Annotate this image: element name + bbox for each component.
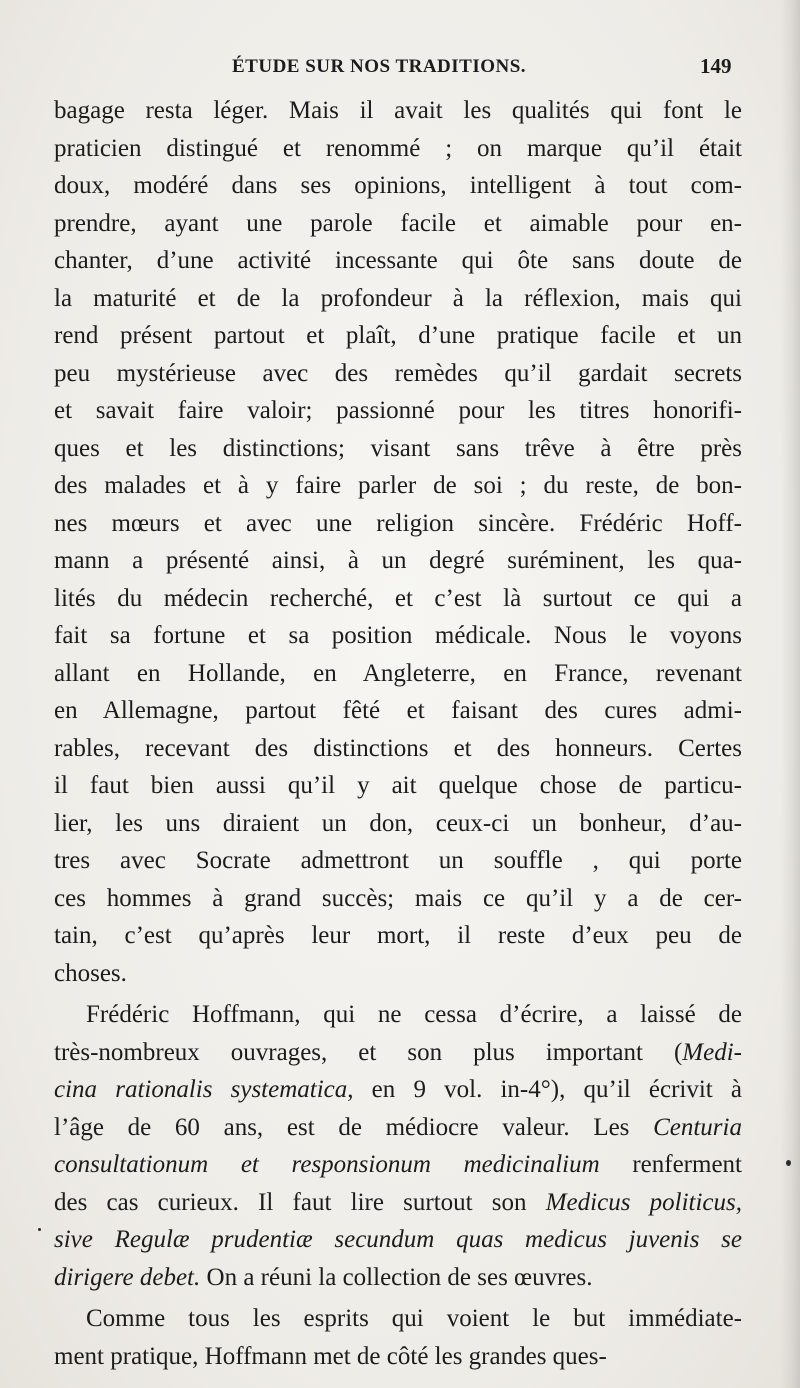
text-line: [54, 467, 742, 505]
italic-text: consultationum et responsionum medicinalium: [54, 1151, 600, 1178]
text-line: [54, 842, 742, 880]
text-run: praticien distingué et renommé ; on marque qu’il était: [54, 134, 742, 162]
text-run: il faut bien aussi qu’il y ait quelque chose de particu-: [54, 772, 742, 799]
text-line: [54, 392, 742, 430]
text-line: [54, 280, 742, 318]
text-run: l’âge de 60 ans, est de médiocre valeur. Les: [54, 1113, 654, 1141]
text-run: tres avec Socrate admettront un souffle , qui porte: [54, 847, 742, 874]
text-run: ques et les distinctions; visant sans trêve à être près: [54, 434, 742, 462]
text-line: [54, 430, 742, 468]
text-run: Frédéric Hoffmann, qui ne cessa d’écrire, a laissé de: [86, 1001, 742, 1028]
text-line: [54, 692, 742, 730]
page-header: [0, 56, 800, 86]
text-line: [54, 505, 742, 543]
text-run: lier, les uns diraient un don, ceux-ci un bonheur, d’au-: [54, 809, 742, 837]
text-run: allant en Hollande, en Angleterre, en France, revenant: [54, 659, 742, 687]
text-line: [54, 92, 742, 130]
text-line: [54, 730, 742, 768]
text-run: renferment: [599, 1151, 742, 1178]
text-line: [54, 655, 742, 693]
italic-text: sive Regulæ prudentiæ secundum quas medicus juvenis se: [54, 1226, 742, 1253]
text-run: en Allemagne, partout fêté et faisant des cures admi-: [54, 697, 742, 724]
text-line: [54, 955, 742, 993]
print-speck: [786, 1160, 791, 1166]
text-line: [54, 767, 742, 805]
text-run: nes mœurs et avec une religion sincère. Frédéric Hoff-: [54, 509, 742, 537]
text-line: [54, 880, 742, 918]
body-text: [54, 92, 742, 1375]
text-line: [54, 1259, 742, 1297]
page-edge-shadow: [780, 0, 800, 1388]
text-line: [54, 167, 742, 205]
text-run: rables, recevant des distinctions et des honneurs. Certes: [54, 734, 742, 762]
text-line: [54, 542, 742, 580]
paragraph: [54, 92, 742, 992]
italic-text: dirigere debet.: [54, 1263, 201, 1291]
italic-text: Centuria: [653, 1113, 742, 1141]
text-run: On a réuni la collection de ses œuvres.: [200, 1263, 593, 1291]
text-run: fait sa fortune et sa position médicale. Nous le voyons: [54, 622, 742, 649]
text-run: la maturité et de la profondeur à la réflexion, mais qui: [54, 284, 742, 312]
text-line: [54, 1146, 742, 1184]
text-line: [54, 805, 742, 843]
text-run: Comme tous les esprits qui voient le but immédiate-: [86, 1305, 742, 1332]
italic-text: cina rationalis systematica: [54, 1076, 348, 1103]
text-line: [54, 1300, 742, 1338]
paragraph: [54, 1300, 742, 1375]
text-line: [54, 1221, 742, 1259]
text-run: choses.: [54, 959, 127, 987]
italic-text: Medi-: [682, 1038, 742, 1066]
text-run: ces hommes à grand succès; mais ce qu’il y a de cer-: [54, 884, 742, 912]
text-run: peu mystérieuse avec des remèdes qu’il gardait secrets: [54, 359, 742, 387]
text-line: [54, 355, 742, 393]
text-run: prendre, ayant une parole facile et aimable pour en-: [54, 209, 742, 237]
text-line: [54, 1338, 742, 1376]
text-line: [54, 1071, 742, 1109]
text-run: et savait faire valoir; passionné pour les titres honorifi-: [54, 397, 742, 424]
text-line: [54, 580, 742, 618]
page-number: 149: [700, 54, 732, 78]
text-line: [54, 130, 742, 168]
paragraph: [54, 996, 742, 1296]
text-run: rend présent partout et plaît, d’une pratique facile et un: [54, 322, 742, 349]
text-run: des cas curieux. Il faut lire surtout son: [54, 1188, 546, 1216]
text-run: très-nombreux ouvrages, et son plus important (: [54, 1038, 683, 1066]
text-run: tain, c’est qu’après leur mort, il reste d’eux peu de: [54, 922, 742, 949]
text-line: [54, 996, 742, 1034]
text-line: [54, 242, 742, 280]
text-line: [54, 617, 742, 655]
italic-text: Medicus politicus,: [545, 1188, 742, 1216]
text-run: lités du médecin recherché, et c’est là surtout ce qui a: [54, 584, 742, 612]
text-run: ment pratique, Hoffmann met de côté les grandes ques-: [54, 1342, 607, 1370]
text-run: chanter, d’une activité incessante qui ôte sans doute de: [54, 247, 742, 274]
text-line: [54, 1109, 742, 1147]
text-run: doux, modéré dans ses opinions, intelligent à tout com-: [54, 172, 742, 199]
text-run: bagage resta léger. Mais il avait les qualités qui font le: [54, 97, 742, 124]
text-run: des malades et à y faire parler de soi ; du reste, de bon-: [54, 472, 742, 499]
text-line: [54, 917, 742, 955]
text-line: [54, 317, 742, 355]
text-line: [54, 205, 742, 243]
text-run: mann a présenté ainsi, à un degré suréminent, les qua-: [54, 547, 742, 574]
text-line: [54, 1034, 742, 1072]
running-title: ÉTUDE SUR NOS TRADITIONS.: [232, 56, 527, 77]
text-line: [54, 1184, 742, 1222]
print-speck: [38, 1228, 41, 1231]
text-run: , en 9 vol. in-4°), qu’il écrivit à: [347, 1076, 742, 1103]
